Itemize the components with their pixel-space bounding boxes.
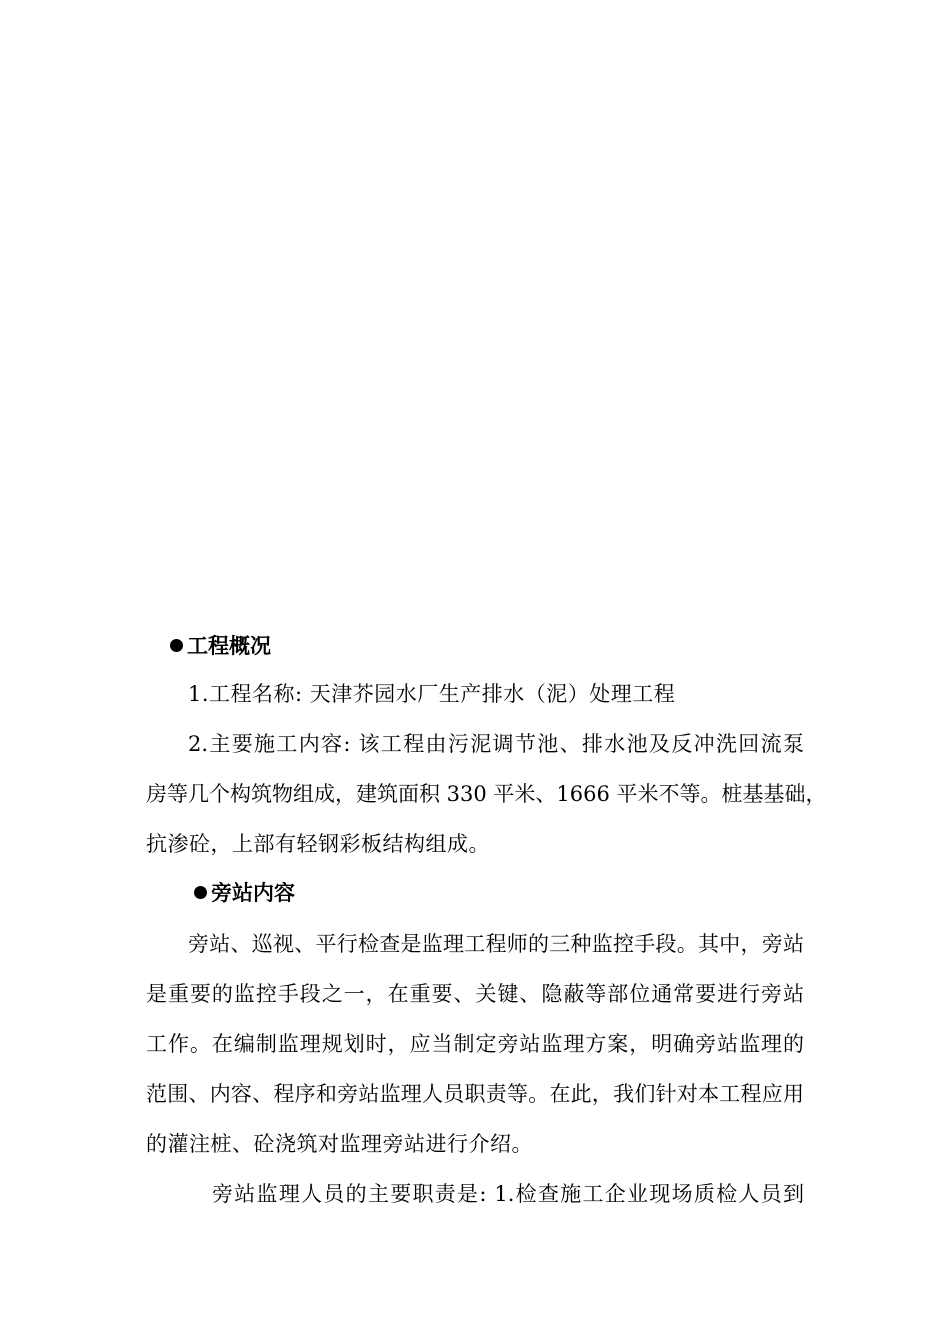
section-heading-overview bbox=[170, 633, 271, 659]
overview-item-1: 1.工程名称: 天津芥园水厂生产排水（泥）处理工程 bbox=[188, 682, 676, 706]
bullet-icon bbox=[170, 639, 183, 652]
heading-text: 工程概况 bbox=[187, 634, 271, 658]
bullet-icon bbox=[194, 886, 207, 899]
overview-item-2-line-2: 房等几个构筑物组成，建筑面积 330 平米、1666 平米不等。桩基基础， bbox=[146, 782, 827, 806]
sidestation-para-2-line-1: 旁站监理人员的主要职责是: 1.检查施工企业现场质检人员到 bbox=[212, 1182, 804, 1206]
sidestation-para-1-line-2: 是重要的监控手段之一，在重要、关键、隐蔽等部位通常要进行旁站 bbox=[146, 982, 804, 1006]
overview-item-2-line-3: 抗渗砼，上部有轻钢彩板结构组成。 bbox=[146, 832, 490, 856]
section-heading-sidestation bbox=[194, 880, 295, 906]
heading-text: 旁站内容 bbox=[211, 881, 295, 905]
sidestation-para-1-line-4: 范围、内容、程序和旁站监理人员职责等。在此，我们针对本工程应用 bbox=[146, 1082, 804, 1106]
sidestation-para-1-line-5: 的灌注桩、砼浇筑对监理旁站进行介绍。 bbox=[146, 1132, 533, 1156]
sidestation-para-1-line-3: 工作。在编制监理规划时，应当制定旁站监理方案，明确旁站监理的 bbox=[146, 1032, 804, 1056]
overview-item-2-line-1: 2.主要施工内容: 该工程由污泥调节池、排水池及反冲洗回流泵 bbox=[188, 732, 804, 756]
sidestation-para-1-line-1: 旁站、巡视、平行检查是监理工程师的三种监控手段。其中，旁站 bbox=[188, 932, 804, 956]
